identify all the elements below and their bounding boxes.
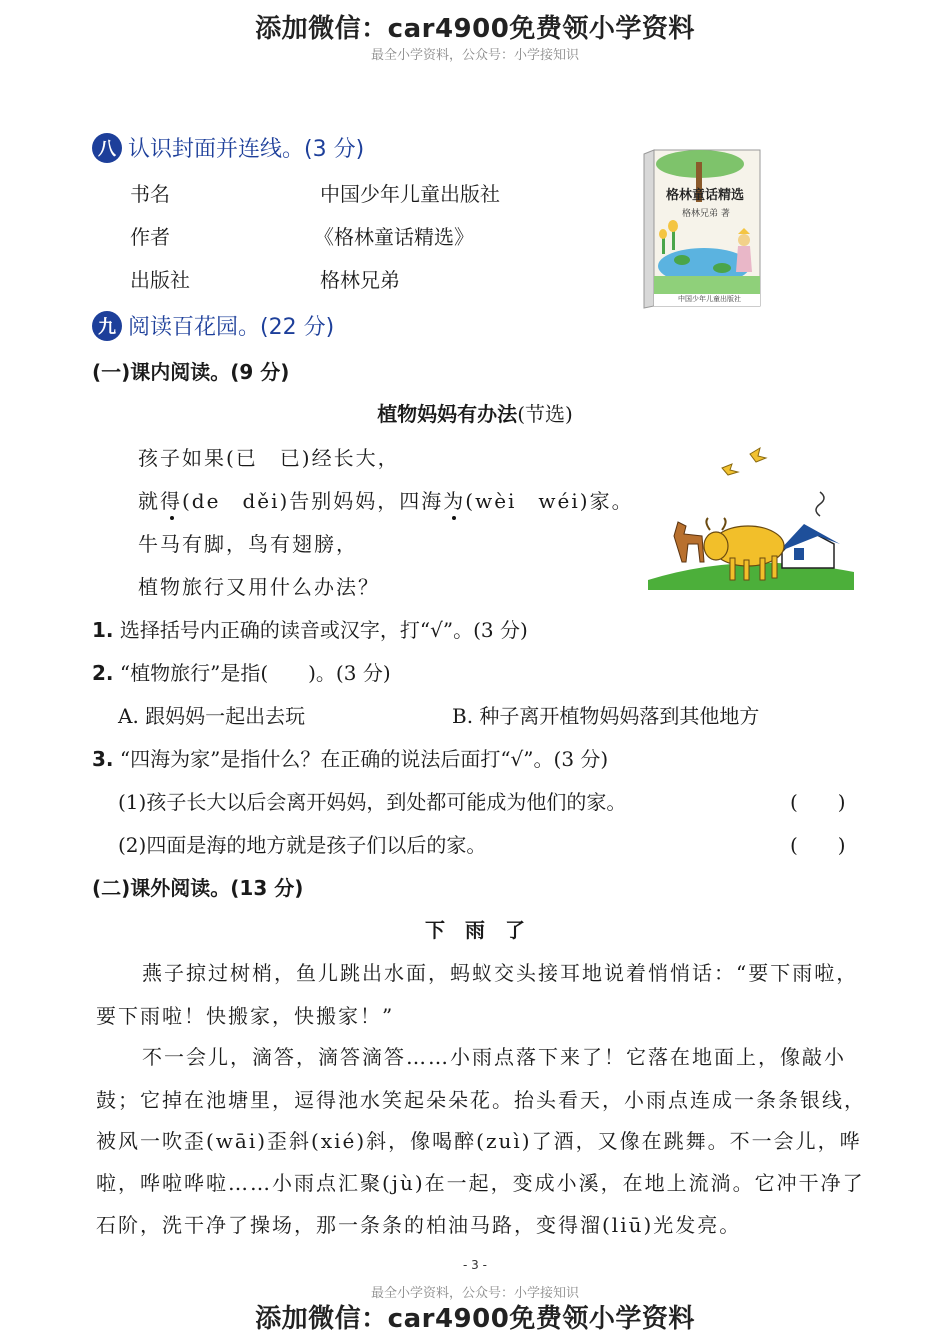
watermark-bottom: 添加微信：car4900免费领小学资料 xyxy=(255,1304,695,1334)
section-8-title: 认识封面并连线。(3 分) xyxy=(128,137,365,162)
book-author: 格林兄弟 著 xyxy=(682,209,730,219)
story-line-7: 石阶，洗干净了操场，那一条条的柏油马路，变得溜(liū)光发亮。 xyxy=(96,1213,742,1237)
story-title: 下 雨 了 xyxy=(425,918,525,942)
question-3-number: 3. xyxy=(92,747,114,771)
question-1-text: 选择括号内正确的读音或汉字，打“√”。(3 分) xyxy=(119,618,528,642)
book-title: 格林童话精选 xyxy=(666,188,745,203)
section-9-heading xyxy=(92,310,334,341)
watermark-top: 添加微信：car4900免费领小学资料 xyxy=(255,14,695,44)
poem-line-3: 牛马有脚，鸟有翅膀， xyxy=(138,532,358,556)
poem-title xyxy=(0,398,950,427)
answer-blank-2[interactable]: ( ) xyxy=(790,833,846,857)
emphasis-dot-2 xyxy=(452,516,456,520)
match-left-2: 作者 xyxy=(130,225,170,249)
question-1-number: 1. xyxy=(92,618,114,642)
match-right-2: 《格林童话精选》 xyxy=(314,225,474,249)
part-1-heading: (一)课内阅读。(9 分) xyxy=(92,360,290,384)
emphasis-dot-1 xyxy=(170,516,174,520)
book-cover-illustration xyxy=(640,148,764,310)
question-2-option-b: B. 种子离开植物妈妈落到其他地方 xyxy=(452,704,760,728)
poem-line-4: 植物旅行又用什么办法？ xyxy=(138,575,380,599)
story-line-3: 不一会儿，滴答，滴答滴答……小雨点落下来了！它落在地面上，像敲小 xyxy=(142,1045,846,1069)
poem-line-2: 就得(de děi)告别妈妈，四海为(wèi wéi)家。 xyxy=(138,489,634,513)
match-left-1: 书名 xyxy=(130,182,170,206)
section-8-heading xyxy=(92,132,364,163)
part-2-heading: (二)课外阅读。(13 分) xyxy=(92,876,304,900)
page-number: - 3 - xyxy=(463,1258,487,1272)
poem-title-main: 植物妈妈有办法 xyxy=(377,402,518,426)
question-2-text: “植物旅行”是指( )。(3 分) xyxy=(119,661,391,685)
story-line-1: 燕子掠过树梢，鱼儿跳出水面，蚂蚁交头接耳地说着悄悄话：“要下雨啦， xyxy=(142,961,859,985)
match-right-3: 格林兄弟 xyxy=(320,268,400,292)
question-2-option-a: A. 跟妈妈一起出去玩 xyxy=(118,704,306,728)
answer-blank-1[interactable]: ( ) xyxy=(790,790,846,814)
poem-title-note: (节选) xyxy=(517,402,573,426)
question-3-statement-1: (1)孩子长大以后会离开妈妈，到处都可能成为他们的家。 xyxy=(118,790,627,814)
section-9-badge: 九 xyxy=(92,311,122,341)
book-publisher: 中国少年儿童出版社 xyxy=(678,295,741,303)
question-1 xyxy=(92,614,528,643)
story-line-4: 鼓；它掉在池塘里，逗得池水笑起朵朵花。抬头看天，小雨点连成一条条银线， xyxy=(96,1088,866,1112)
match-left-3: 出版社 xyxy=(130,268,190,292)
farm-illustration-svg xyxy=(644,440,858,600)
question-3 xyxy=(92,743,608,772)
question-3-text: “四海为家”是指什么？在正确的说法后面打“√”。(3 分) xyxy=(119,747,609,771)
story-line-6: 啦，哗啦哗啦……小雨点汇聚(jù)在一起，变成小溪，在地上流淌。它冲干净了 xyxy=(96,1171,865,1195)
farm-illustration xyxy=(644,440,858,600)
faint-header: 最全小学资料，公众号：小学接知识 xyxy=(370,48,579,63)
question-2-number: 2. xyxy=(92,661,114,685)
poem-line-1: 孩子如果(已 已)经长大， xyxy=(138,446,400,470)
section-8-badge: 八 xyxy=(92,133,122,163)
question-3-statement-2: (2)四面是海的地方就是孩子们以后的家。 xyxy=(118,833,487,857)
story-line-2: 要下雨啦！快搬家，快搬家！” xyxy=(96,1004,395,1028)
book-cover-image xyxy=(640,148,764,310)
question-2 xyxy=(92,657,391,686)
match-right-1: 中国少年儿童出版社 xyxy=(320,182,500,206)
story-line-5: 被风一吹歪(wāi)歪斜(xié)斜，像喝醉(zuì)了酒，又像在跳舞。不一会儿，哗 xyxy=(96,1129,862,1153)
faint-footer: 最全小学资料，公众号：小学接知识 xyxy=(370,1286,579,1301)
section-9-title: 阅读百花园。(22 分) xyxy=(128,315,335,340)
